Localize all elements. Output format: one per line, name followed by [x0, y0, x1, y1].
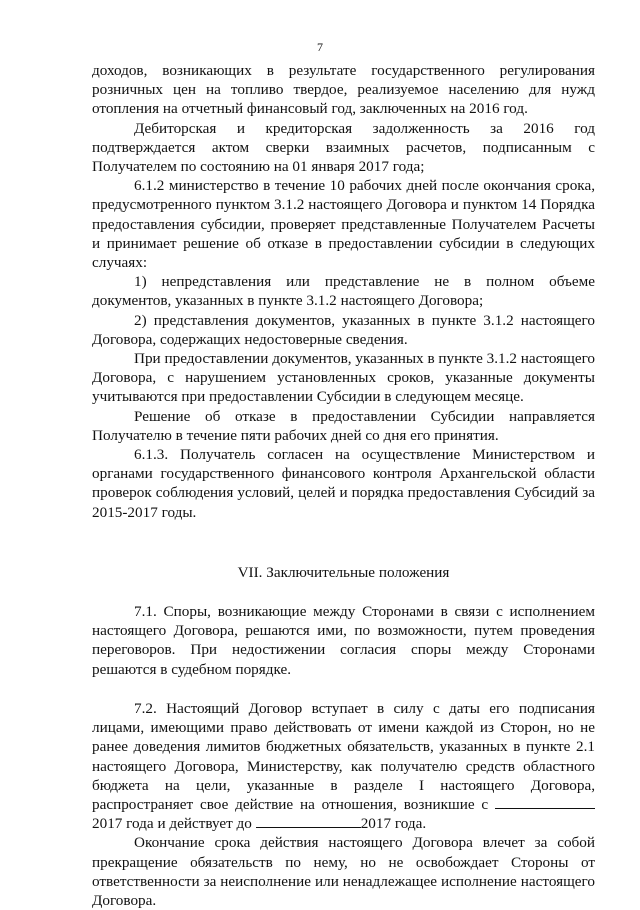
paragraph-refusal-case-1: 1) непредставления или представление не в полном объеме документов, указанных в пункте 3.1.2 настоящего Договора;	[92, 273, 595, 310]
paragraph-late-documents: При предоставлении документов, указанных в пункте 3.1.2 настоящего Договора, с нарушением установленных сроков, указанные документы учитываются при предоставлении Субсидии в следующем месяце.	[92, 350, 596, 406]
paragraph-receivables: Дебиторская и кредиторская задолженность за 2016 год подтверждается актом сверки взаимных расчетов, подписанным с Получателем по состоянию на 01 января 2017 года;	[92, 119, 595, 176]
paragraph-7-2-end: 2017 года.	[360, 815, 427, 833]
date-start-blank	[495, 795, 595, 809]
paragraph-refusal-notice: Решение об отказе в предоставлении Субсидии направляется Получателю в течение пяти рабочих дней со дня его принятия.	[92, 407, 595, 444]
paragraph-6-1-2: 6.1.2 министерство в течение 10 рабочих дней после окончания срока, предусмотренного пунктом 3.1.2 настоящего Договора и пунктом 14 Порядка предоставления субсидии, проверяет представленные Получателем Расчеты и принимает решение об отказе в предоставлении субсидии в следующих случаях:	[92, 177, 595, 272]
paragraph-7-2	[92, 699, 595, 833]
date-end-blank	[256, 814, 361, 828]
paragraph-refusal-case-2: 2) представления документов, указанных в пункте 3.1.2 настоящего Договора, содержащих недостоверные сведения.	[92, 311, 595, 348]
paragraph-6-1-3: 6.1.3. Получатель согласен на осуществление Министерством и органами государственного финансового контроля Архангельской области проверок соблюдения условий, целей и порядка предоставления Субсидий за 2015-2017 годы.	[92, 446, 595, 521]
paragraph-7-2-main: 7.2. Настоящий Договор вступает в силу с даты его подписания лицами, имеющими право действовать от имени каждой из Сторон, но не ранее доведения лимитов бюджетных обязательств, указанных в пункте 2.1 настоящего Договора, Министерству, как получателю средств областного бюджета на цели, указанные в разделе I настоящего Договора, распространяет свое действие на отношения, возникшие с	[92, 699, 595, 813]
paragraph-7-3: Окончание срока действия настоящего Договора влечет за собой прекращение обязательств по нему, но не освобождает Стороны от ответственности за неисполнение или ненадлежащее исполнение настоящего Договора.	[92, 834, 595, 909]
section-7-heading: VII. Заключительные положения	[237, 563, 450, 581]
paragraph-heating-income: доходов, возникающих в результате государственного регулирования розничных цен на топливо твердое, реализуемое населению для нужд отопления на отчетный финансовый год, заключенных на 2016 год.	[92, 62, 595, 118]
page-number: 7	[317, 40, 323, 54]
paragraph-7-1: 7.1. Споры, возникающие между Сторонами в связи с исполнением настоящего Договора, решаются ими, по возможности, путем проведения переговоров. При недостижении согласия споры между Сторонами решаются в судебном порядке.	[92, 603, 595, 678]
document-body	[92, 61, 595, 910]
paragraph-7-2-mid: 2017 года и действует до	[92, 815, 252, 833]
